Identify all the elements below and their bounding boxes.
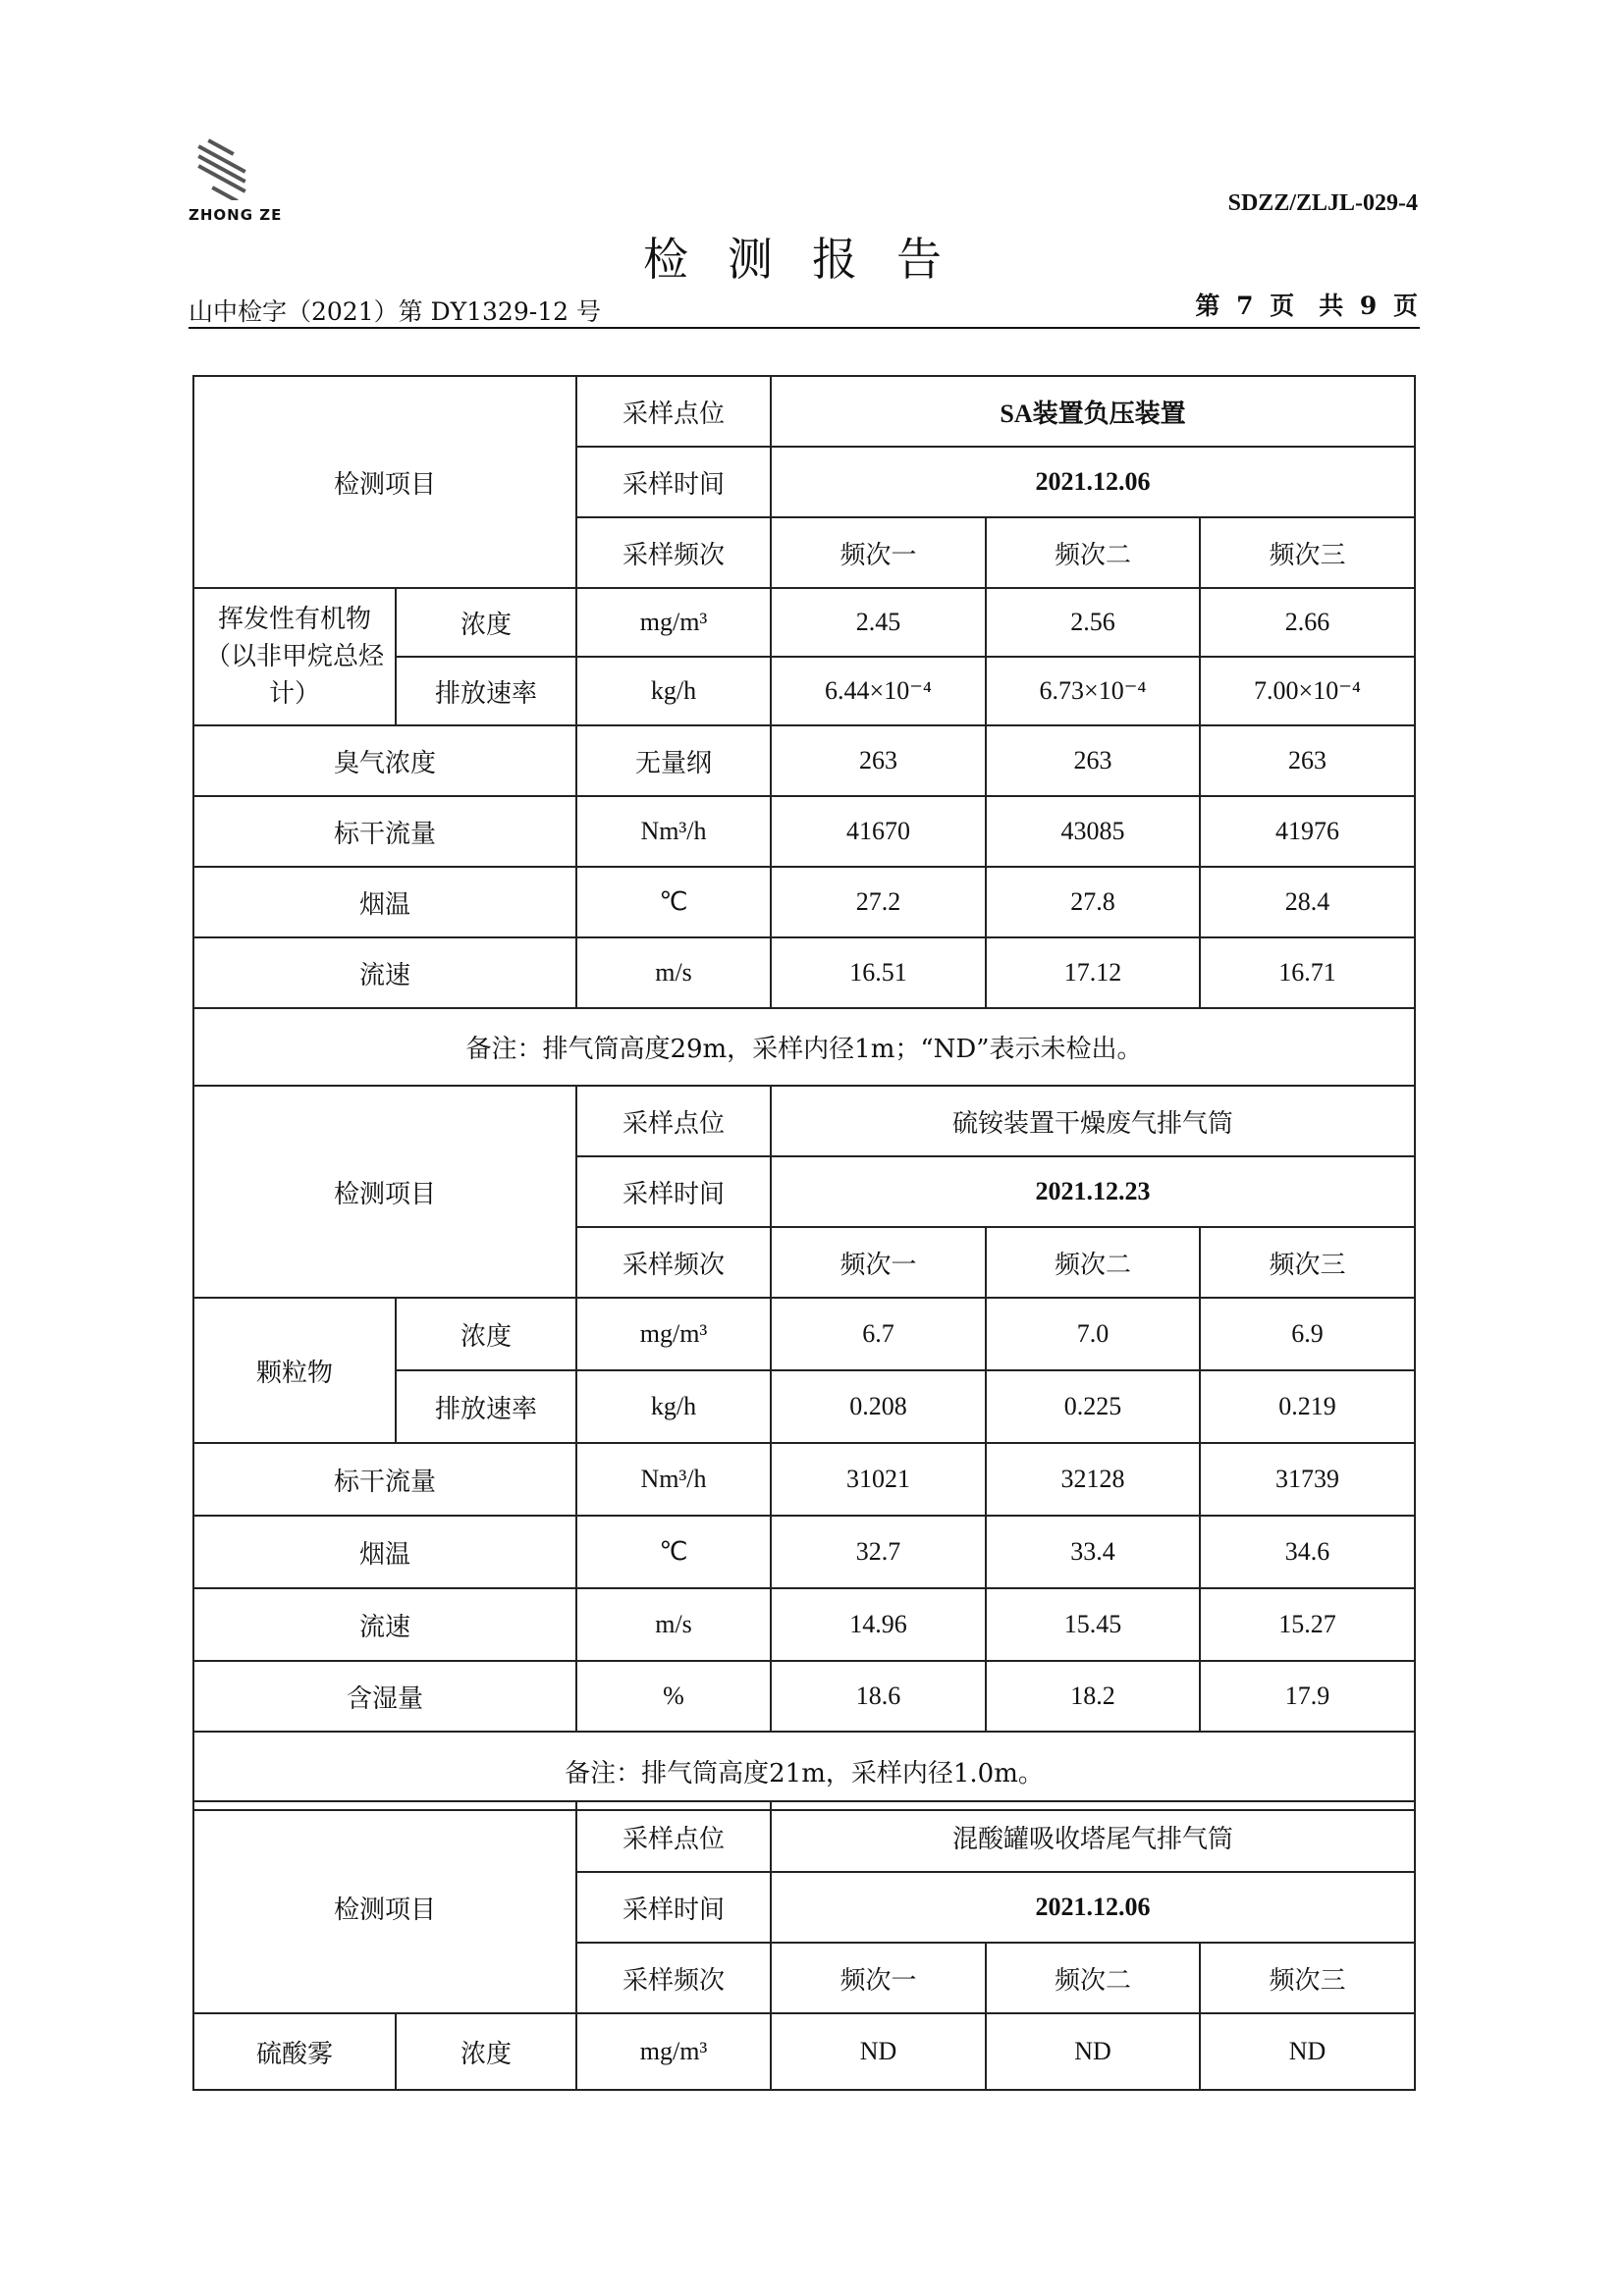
value-cell: 27.8 <box>986 867 1200 937</box>
freq-1: 频次一 <box>771 517 986 588</box>
value-cell: 18.6 <box>771 1661 986 1732</box>
value-cell: 2.45 <box>771 588 986 657</box>
item-header: 检测项目 <box>193 1801 576 2013</box>
value-cell: 6.9 <box>1200 1298 1415 1370</box>
unit: Nm³/h <box>576 796 771 867</box>
value-cell: 17.9 <box>1200 1661 1415 1732</box>
value-cell: 0.225 <box>986 1370 1200 1443</box>
freq-2: 频次二 <box>986 1943 1200 2013</box>
value-cell: 34.6 <box>1200 1516 1415 1588</box>
section3-table <box>192 1800 1416 2091</box>
sampling-point: 混酸罐吸收塔尾气排气筒 <box>771 1801 1415 1872</box>
value-cell: 7.00×10⁻⁴ <box>1200 657 1415 725</box>
value-cell: ND <box>1200 2013 1415 2090</box>
param-label: 浓度 <box>396 588 576 657</box>
value-cell: 7.0 <box>986 1298 1200 1370</box>
pm-name: 颗粒物 <box>193 1298 396 1443</box>
row-name: 臭气浓度 <box>193 725 576 796</box>
value-cell: 41670 <box>771 796 986 867</box>
point-label: 采样点位 <box>576 1801 771 1872</box>
unit: % <box>576 1661 771 1732</box>
value-cell: 41976 <box>1200 796 1415 867</box>
time-label: 采样时间 <box>576 447 771 517</box>
acid-name: 硫酸雾 <box>193 2013 396 2090</box>
point-label: 采样点位 <box>576 376 771 447</box>
unit: ℃ <box>576 1516 771 1588</box>
freq-label: 采样频次 <box>576 1227 771 1298</box>
unit: kg/h <box>576 657 771 725</box>
value-cell: ND <box>986 2013 1200 2090</box>
remark: 备注：排气筒高度29m，采样内径1m；“ND”表示未检出。 <box>193 1008 1415 1086</box>
value-cell: 2.66 <box>1200 588 1415 657</box>
sampling-date: 2021.12.06 <box>771 1872 1415 1943</box>
row-name: 烟温 <box>193 867 576 937</box>
sampling-date: 2021.12.06 <box>771 447 1415 517</box>
unit: kg/h <box>576 1370 771 1443</box>
freq-label: 采样频次 <box>576 1943 771 2013</box>
value-cell: 31739 <box>1200 1443 1415 1516</box>
freq-2: 频次二 <box>986 517 1200 588</box>
freq-3: 频次三 <box>1200 1943 1415 2013</box>
freq-2: 频次二 <box>986 1227 1200 1298</box>
remark: 备注：排气筒高度21m，采样内径1.0m。 <box>193 1732 1415 1810</box>
value-cell: 32128 <box>986 1443 1200 1516</box>
value-cell: 32.7 <box>771 1516 986 1588</box>
value-cell: 31021 <box>771 1443 986 1516</box>
page-indicator: 第 7 页 共 9 页 <box>1195 292 1418 320</box>
voc-name: 挥发性有机物（以非甲烷总烃计） <box>193 588 396 725</box>
row-name: 流速 <box>193 937 576 1008</box>
value-cell: 263 <box>771 725 986 796</box>
value-cell: ND <box>771 2013 986 2090</box>
value-cell: 6.73×10⁻⁴ <box>986 657 1200 725</box>
row-name: 标干流量 <box>193 1443 576 1516</box>
freq-1: 频次一 <box>771 1943 986 2013</box>
value-cell: 16.51 <box>771 937 986 1008</box>
logo-text: ZHONG ZE <box>189 206 283 224</box>
row-name: 流速 <box>193 1588 576 1661</box>
value-cell: 0.208 <box>771 1370 986 1443</box>
item-header: 检测项目 <box>193 376 576 588</box>
unit: Nm³/h <box>576 1443 771 1516</box>
value-cell: 18.2 <box>986 1661 1200 1732</box>
value-cell: 14.96 <box>771 1588 986 1661</box>
value-cell: 15.45 <box>986 1588 1200 1661</box>
row-name: 烟温 <box>193 1516 576 1588</box>
param-label: 浓度 <box>396 2013 576 2090</box>
point-label: 采样点位 <box>576 1086 771 1156</box>
value-cell: 28.4 <box>1200 867 1415 937</box>
unit: m/s <box>576 1588 771 1661</box>
value-cell: 15.27 <box>1200 1588 1415 1661</box>
document-code: SDZZ/ZLJL-029-4 <box>1227 190 1418 216</box>
header-rule <box>189 327 1420 329</box>
value-cell: 263 <box>1200 725 1415 796</box>
param-label: 浓度 <box>396 1298 576 1370</box>
unit: mg/m³ <box>576 2013 771 2090</box>
value-cell: 263 <box>986 725 1200 796</box>
value-cell: 6.44×10⁻⁴ <box>771 657 986 725</box>
company-logo <box>189 137 283 231</box>
value-cell: 0.219 <box>1200 1370 1415 1443</box>
logo-mark-icon <box>196 137 255 200</box>
item-header: 检测项目 <box>193 1086 576 1298</box>
report-number: 山中检字（2021）第 DY1329-12 号 <box>189 297 601 326</box>
value-cell: 33.4 <box>986 1516 1200 1588</box>
section2-table <box>192 1085 1416 1811</box>
sampling-point: SA装置负压装置 <box>771 376 1415 447</box>
freq-label: 采样频次 <box>576 517 771 588</box>
row-name: 含湿量 <box>193 1661 576 1732</box>
param-label: 排放速率 <box>396 657 576 725</box>
unit: 无量纲 <box>576 725 771 796</box>
unit: mg/m³ <box>576 1298 771 1370</box>
value-cell: 27.2 <box>771 867 986 937</box>
sampling-point: 硫铵装置干燥废气排气筒 <box>771 1086 1415 1156</box>
time-label: 采样时间 <box>576 1872 771 1943</box>
value-cell: 2.56 <box>986 588 1200 657</box>
sampling-date: 2021.12.23 <box>771 1156 1415 1227</box>
value-cell: 17.12 <box>986 937 1200 1008</box>
row-name: 标干流量 <box>193 796 576 867</box>
value-cell: 6.7 <box>771 1298 986 1370</box>
freq-3: 频次三 <box>1200 517 1415 588</box>
time-label: 采样时间 <box>576 1156 771 1227</box>
freq-1: 频次一 <box>771 1227 986 1298</box>
value-cell: 16.71 <box>1200 937 1415 1008</box>
freq-3: 频次三 <box>1200 1227 1415 1298</box>
param-label: 排放速率 <box>396 1370 576 1443</box>
unit: m/s <box>576 937 771 1008</box>
page-title: 检测报告 <box>643 233 981 286</box>
section1-table <box>192 375 1416 1087</box>
unit: ℃ <box>576 867 771 937</box>
unit: mg/m³ <box>576 588 771 657</box>
value-cell: 43085 <box>986 796 1200 867</box>
